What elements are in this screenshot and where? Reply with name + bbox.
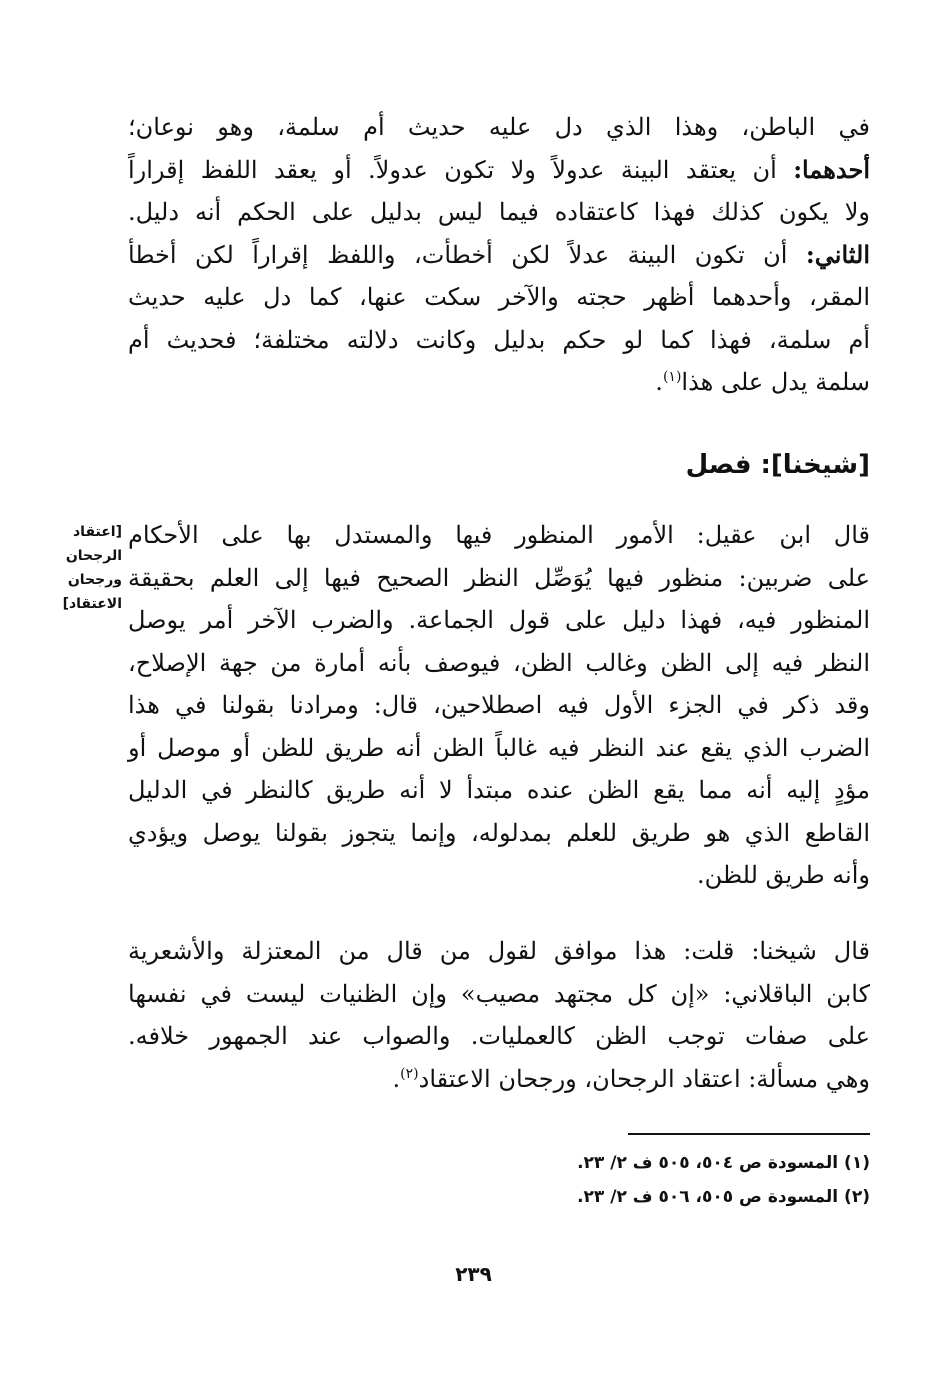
text-line: مؤدٍ إليه أنه مما يقع الظن عنده مبتدأ لا أنه طريق كالنظر في الدليل bbox=[128, 776, 870, 804]
paragraph-ibn-aqil bbox=[128, 514, 870, 897]
footnotes bbox=[128, 1146, 870, 1214]
footnote: (٢) المسودة ص ٥٠٥، ٥٠٦ ف ٢/ ٢٣. bbox=[577, 1187, 870, 1207]
text-span: وهي مسألة: اعتقاد الرجحان، ورجحان الاعتقاد bbox=[418, 1064, 870, 1093]
margin-note-line: ورجحان bbox=[67, 572, 122, 588]
text-line: القاطع الذي هو طريق للعلم بمدلوله، وإنما يتجوز بقولنا يوصل ويؤدي bbox=[128, 818, 870, 847]
text-line bbox=[128, 234, 870, 277]
paragraph-shaykh bbox=[128, 930, 870, 1100]
text-line: أم سلمة، فهذا كما لو حكم بدليل وكانت دلالته مختلفة؛ فحديث أم bbox=[128, 325, 870, 354]
page-number: ٢٣٩ bbox=[455, 1262, 492, 1286]
text-line: قال ابن عقيل: الأمور المنظور فيها والمستدل بها على الأحكام bbox=[128, 521, 870, 549]
text-line: على صفات توجب الظن كالعمليات. والصواب عند الجمهور خلافه. bbox=[128, 1022, 870, 1050]
footnote-ref: (٢) bbox=[400, 1065, 419, 1082]
text-line: كابن الباقلاني: «إن كل مجتهد مصيب» وإن الظنيات ليست في نفسها bbox=[128, 979, 870, 1008]
text-line: وقد ذكر في الجزء الأول فيه اصطلاحين، قال: ومرادنا بقولنا في هذا bbox=[128, 691, 870, 719]
term-first: أحدهما: bbox=[793, 154, 870, 184]
text-line: الضرب الذي يقع عند النظر فيه غالباً الظن أنه طريق للظن أو موصل أو bbox=[128, 733, 870, 762]
text-line: في الباطن، وهذا الذي دل عليه حديث أم سلمة، وهو نوعان؛ bbox=[128, 113, 870, 141]
paragraph-intro bbox=[128, 106, 870, 404]
text-line: المنظور فيه، فهذا دليل على قول الجماعة. والضرب الآخر أمر يوصل bbox=[128, 606, 870, 634]
text-line bbox=[128, 149, 870, 192]
text-span: . bbox=[655, 368, 663, 396]
text-line bbox=[128, 1058, 870, 1101]
margin-note-line: الاعتقاد] bbox=[62, 596, 122, 612]
text-line: وأنه طريق للظن. bbox=[697, 861, 870, 889]
term-second: الثاني: bbox=[805, 239, 870, 269]
text-span: سلمة يدل على هذا bbox=[681, 368, 870, 396]
text-span: أن يعتقد البينة عدولاً ولا تكون عدولاً. أو يعقد اللفظ إقراراً bbox=[128, 155, 794, 184]
text-span: . bbox=[392, 1064, 401, 1093]
footnote-ref: (١) bbox=[662, 369, 682, 385]
text-line: ولا يكون كذلك فهذا كاعتقاده فيما ليس بدليل على الحكم أنه دليل. bbox=[128, 198, 870, 226]
footnote: (١) المسودة ص ٥٠٤، ٥٠٥ ف ٢/ ٢٣. bbox=[577, 1153, 870, 1173]
text-line: قال شيخنا: قلت: هذا موافق لقول من قال من المعتزلة والأشعرية bbox=[128, 937, 870, 965]
margin-note bbox=[14, 520, 122, 616]
margin-note-line: [اعتقاد bbox=[73, 524, 122, 540]
text-line: المقر، وأحدهما أظهر حجته والآخر سكت عنها، كما دل عليه حديث bbox=[128, 283, 870, 311]
text-line: على ضربين: منظور فيها يُوَصِّل النظر الصحيح فيها إلى العلم بحقيقة bbox=[128, 563, 870, 592]
text-span: أن تكون البينة عدلاً لكن أخطأت، واللفظ إقراراً لكن أخطأ bbox=[128, 240, 806, 269]
section-heading: [شيخنا]: فصل bbox=[685, 450, 870, 480]
margin-note-line: الرجحان bbox=[65, 548, 122, 564]
text-line: النظر فيه إلى الظن وغالب الظن، فيوصف بأنه أمارة من جهة الإصلاح، bbox=[128, 648, 870, 677]
footnote-divider bbox=[628, 1133, 870, 1135]
text-line bbox=[128, 361, 870, 404]
